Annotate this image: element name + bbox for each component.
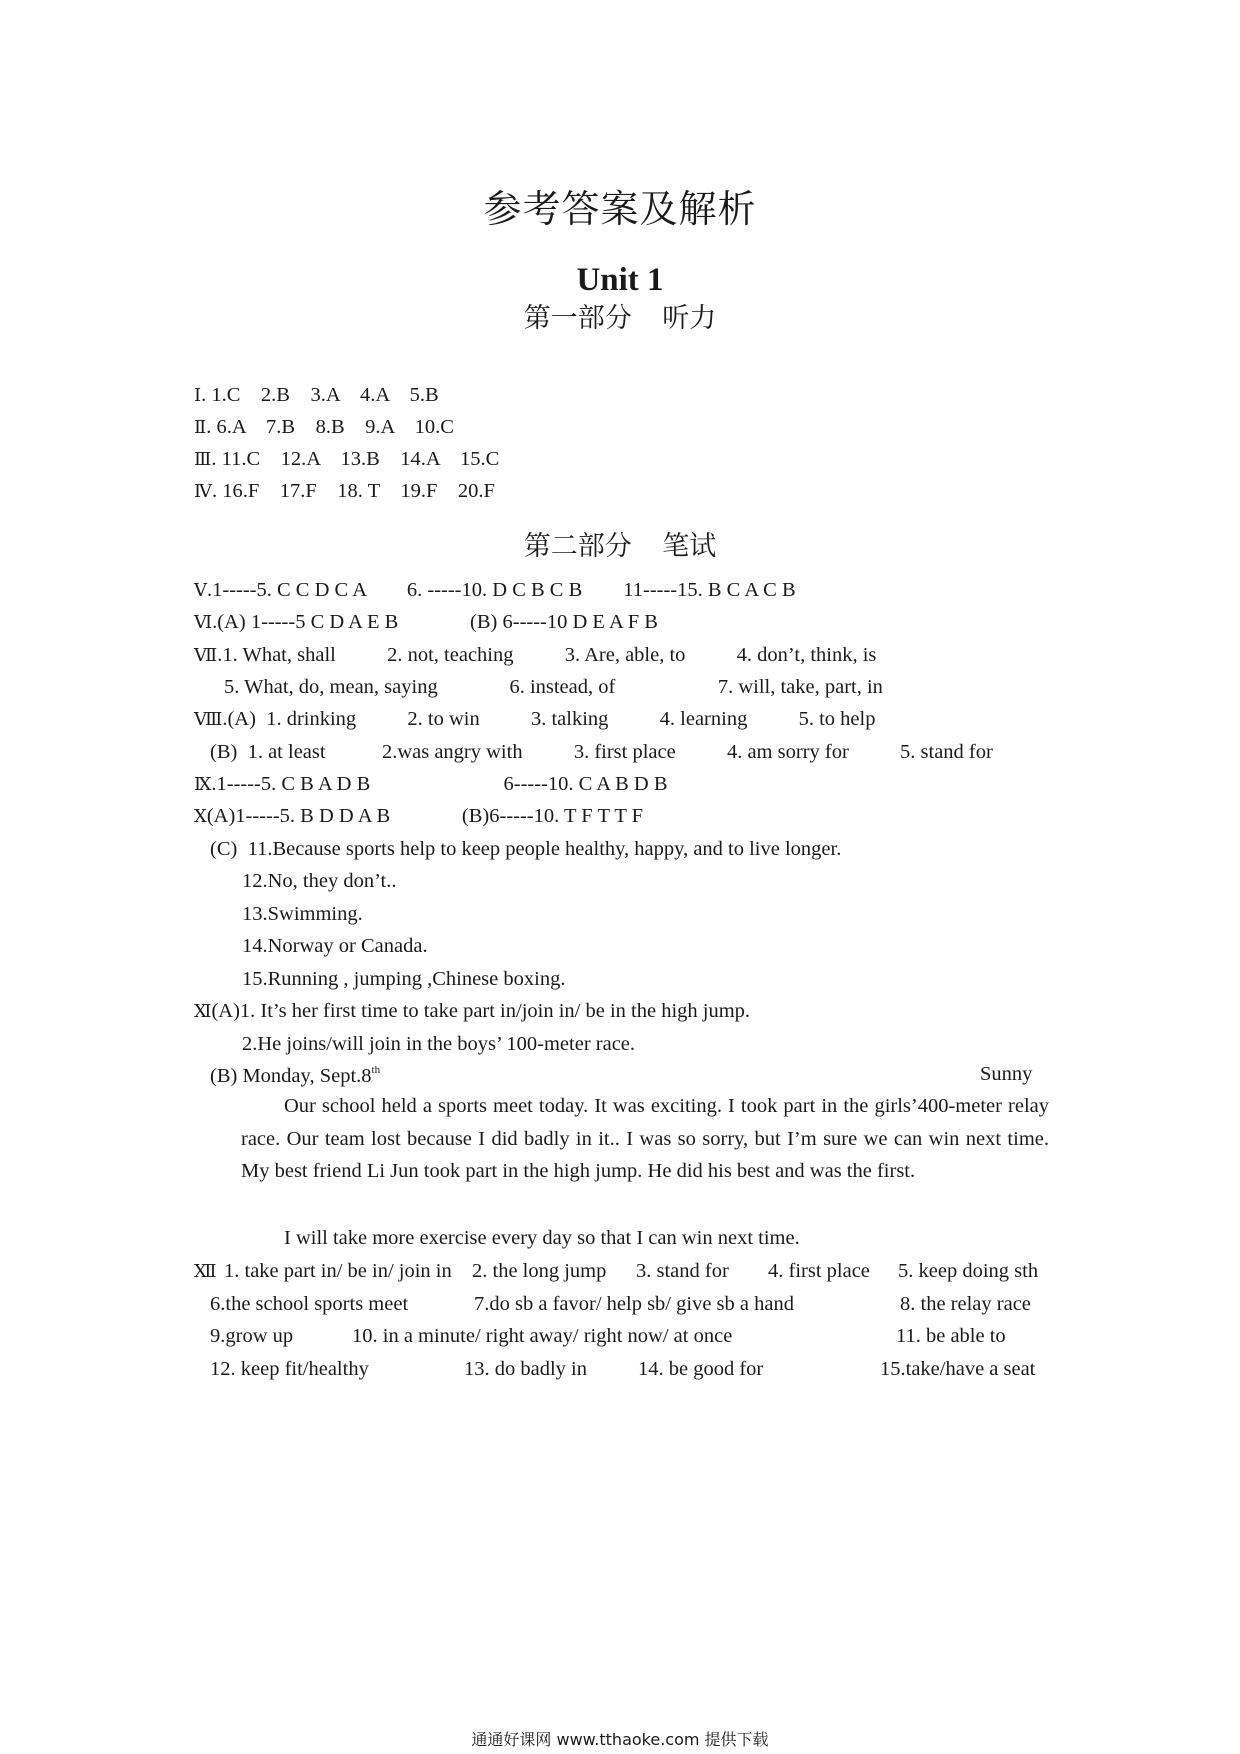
diary-weather: Sunny: [980, 1063, 1033, 1085]
part2-heading: 第二部分 笔试: [523, 531, 717, 562]
phrase-item: 2. the long jump: [472, 1260, 607, 1282]
phrase-item: 11. be able to: [896, 1325, 1006, 1347]
answer-row-XII-1: Ⅻ: [194, 1261, 217, 1282]
phrase-item: 13. do badly in: [464, 1358, 587, 1380]
answer-row-X-C11: (C) 11.Because sports help to keep people healthy, happy, and to live longer.: [210, 838, 842, 860]
phrase-item: 14. be good for: [638, 1358, 764, 1380]
answer-row-IX: Ⅸ.1-----5. C B A D B 6-----10. C A B D B: [194, 773, 668, 795]
phrase-item: 15.take/have a seat: [880, 1358, 1036, 1380]
answer-row-VIII-A: Ⅷ.(A) 1. drinking 2. to win 3. talking 4. learning 5. to help: [194, 708, 876, 730]
answer-row-X-C14: 14.Norway or Canada.: [242, 935, 428, 957]
answer-row-VIII-B: (B) 1. at least 2.was angry with 3. first place 4. am sorry for 5. stand for: [210, 741, 993, 763]
diary-paragraph-1: Our school held a sports meet today. It was exciting. I took part in the girls’400-meter relay race. Our team lost because I did badly in it.. I was so sorry, but I’m sure we can win next time. My best friend Li Jun took part in the high jump. He did his best and was the first.: [241, 1095, 1049, 1182]
phrase-item: 6.the school sports meet: [210, 1293, 409, 1315]
answer-row-VII-1: Ⅶ.1. What, shall 2. not, teaching 3. Are, able, to 4. don’t, think, is: [194, 644, 877, 666]
phrase-item: 4. first place: [768, 1260, 870, 1282]
phrase-item: 1. take part in/ be in/ join in: [224, 1260, 452, 1282]
answer-row-X-C13: 13.Swimming.: [242, 903, 363, 925]
answer-row-II: Ⅱ. 6.A 7.B 8.B 9.A 10.C: [194, 416, 454, 438]
document-title: 参考答案及解析: [483, 187, 757, 231]
unit-heading: Unit 1: [576, 262, 664, 298]
answer-row-VII-2: 5. What, do, mean, saying 6. instead, of 7. will, take, part, in: [224, 676, 883, 698]
phrase-item: 7.do sb a favor/ help sb/ give sb a hand: [474, 1293, 794, 1315]
answer-row-X-C12: 12.No, they don’t..: [242, 870, 397, 892]
answer-row-III: Ⅲ. 11.C 12.A 13.B 14.A 15.C: [194, 448, 500, 470]
diary-date: (B) Monday, Sept.8th: [210, 1064, 381, 1087]
answer-row-X: Ⅹ(A)1-----5. B D D A B (B)6-----10. T F T T F: [194, 805, 644, 827]
phrase-item: 8. the relay race: [900, 1293, 1031, 1315]
answer-row-IV: Ⅳ. 16.F 17.F 18. T 19.F 20.F: [194, 480, 495, 502]
answer-row-X-C15: 15.Running , jumping ,Chinese boxing.: [242, 968, 566, 990]
phrase-item: 12. keep fit/healthy: [210, 1358, 369, 1380]
phrase-item: 10. in a minute/ right away/ right now/ at once: [352, 1325, 733, 1347]
answer-row-VI: Ⅵ.(A) 1-----5 C D A E B (B) 6-----10 D E A F B: [194, 611, 658, 633]
phrase-item: 9.grow up: [210, 1325, 294, 1347]
answer-row-XI-A1: Ⅺ(A)1. It’s her first time to take part in/join in/ be in the high jump.: [194, 1000, 751, 1022]
part1-heading: 第一部分 听力: [523, 303, 717, 334]
phrase-item: 5. keep doing sth: [898, 1260, 1039, 1282]
answer-row-XI-A2: 2.He joins/will join in the boys’ 100-meter race.: [242, 1033, 636, 1055]
phrase-item: 3. stand for: [636, 1260, 729, 1282]
answer-row-I: Ⅰ. 1.C 2.B 3.A 4.A 5.B: [194, 384, 439, 406]
footer-source: 通通好课网 www.tthaoke.com 提供下载: [471, 1730, 769, 1749]
answer-row-V: Ⅴ.1-----5. C C D C A 6. -----10. D C B C B 11-----15. B C A C B: [194, 579, 796, 601]
diary-paragraph-2: I will take more exercise every day so that I can win next time.: [284, 1227, 800, 1249]
